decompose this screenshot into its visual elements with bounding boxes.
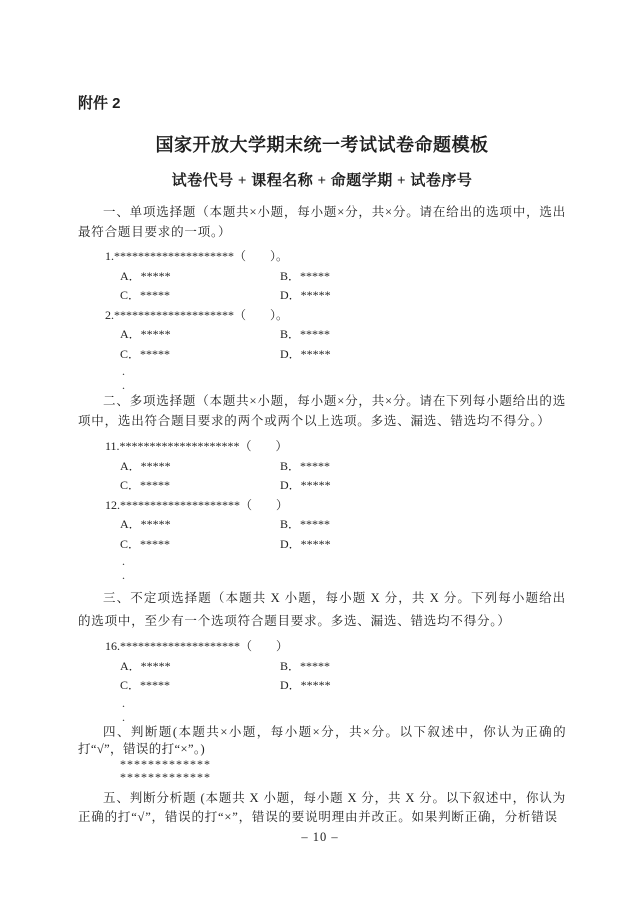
question-2-option-a: A．***** [120, 327, 171, 341]
section-2-heading: 二、多项选择题（本题共×小题，每小题×分，共×分。请在下列每小题给出的选项中，选出符合题目要求的两个或两个以上选项。多选、漏选、错选均不得分。） [78, 394, 566, 428]
question-16 [78, 637, 566, 696]
question-16-options-ab [78, 657, 566, 677]
page-number: – 10 – [301, 830, 339, 844]
question-11-option-b: B．***** [280, 458, 331, 473]
vertical-ellipsis-1 [78, 364, 566, 392]
ellipsis-dot: . [122, 554, 125, 568]
question-12-option-c: C．***** [120, 536, 171, 551]
asterisk-line-2: ************* [120, 770, 211, 784]
question-11-option-d: D．***** [280, 478, 331, 492]
question-12-stem: 12.********************（ ） [105, 497, 289, 512]
question-16-options-cd [78, 676, 566, 696]
question-1-option-b: B．***** [280, 268, 331, 283]
ellipsis-dot: . [122, 568, 125, 582]
question-2-option-b: B．***** [280, 327, 331, 341]
question-11-options-cd [78, 476, 566, 496]
question-11 [78, 437, 566, 496]
question-16-option-d: D．***** [280, 678, 331, 692]
question-12-option-a: A．***** [120, 517, 171, 531]
attachment-label: 附件 2 [78, 95, 121, 112]
question-2-options-ab [78, 325, 566, 345]
question-2 [78, 306, 566, 365]
question-1-option-d: D．***** [280, 288, 331, 302]
question-11-stem: 11.********************（ ） [105, 439, 288, 453]
question-2-option-c: C．***** [120, 346, 171, 361]
section-1-heading: 一、单项选择题（本题共×小题，每小题×分，共×分。请在给出的选项中，选出最符合题目要求的一项。） [78, 205, 566, 239]
question-12-options-cd [78, 535, 566, 555]
question-12-option-b: B．***** [280, 517, 331, 531]
asterisk-line-1: ************* [120, 756, 211, 771]
section-3-heading: 三、不定项选择题（本题共 X 小题，每小题 X 分，共 X 分。下列每小题给出的选项中，至少有一个选项符合题目要求。多选、漏选、错选均不得分。） [78, 591, 566, 628]
question-12-option-d: D．***** [280, 536, 331, 551]
question-16-option-a: A．***** [120, 658, 171, 673]
question-1 [78, 247, 566, 306]
ellipsis-dot: . [122, 378, 125, 392]
vertical-ellipsis-3 [78, 696, 566, 724]
question-16-stem: 16.********************（ ） [105, 639, 289, 653]
vertical-ellipsis-2 [78, 554, 566, 582]
question-1-option-a: A．***** [120, 268, 171, 283]
question-1-options-ab [78, 267, 566, 287]
question-2-stem: 2.********************（ ）。 [105, 307, 289, 322]
section-4-heading: 四、判断题(本题共×小题，每小题×分，共×分。以下叙述中，你认为正确的打“√”，错误的打“×”。) [78, 724, 566, 756]
question-12-options-ab [78, 515, 566, 535]
question-11-option-a: A．***** [120, 458, 171, 473]
question-1-options-cd [78, 286, 566, 306]
document-title: 国家开放大学期末统一考试试卷命题模板 [155, 135, 489, 155]
question-16-option-c: C．***** [120, 678, 171, 692]
question-1-stem: 1.********************（ ）。 [105, 249, 289, 263]
document-subtitle: 试卷代号 + 课程名称 + 命题学期 + 试卷序号 [171, 173, 473, 189]
ellipsis-dot: . [122, 709, 125, 724]
question-16-option-b: B．***** [280, 658, 331, 673]
question-2-option-d: D．***** [280, 346, 331, 361]
question-11-option-c: C．***** [120, 478, 171, 492]
question-1-option-c: C．***** [120, 288, 171, 302]
ellipsis-dot: . [122, 364, 125, 378]
question-12 [78, 496, 566, 555]
question-2-options-cd [78, 345, 566, 365]
section-5-heading: 五、判断分析题 (本题共 X 小题，每小题 X 分，共 X 分。以下叙述中，你认为正确的打“√”，错误的打“×”，错误的要说明理由并改正。如果判断正确，分析错误 [78, 790, 566, 824]
ellipsis-dot: . [122, 695, 125, 710]
question-11-options-ab [78, 457, 566, 477]
